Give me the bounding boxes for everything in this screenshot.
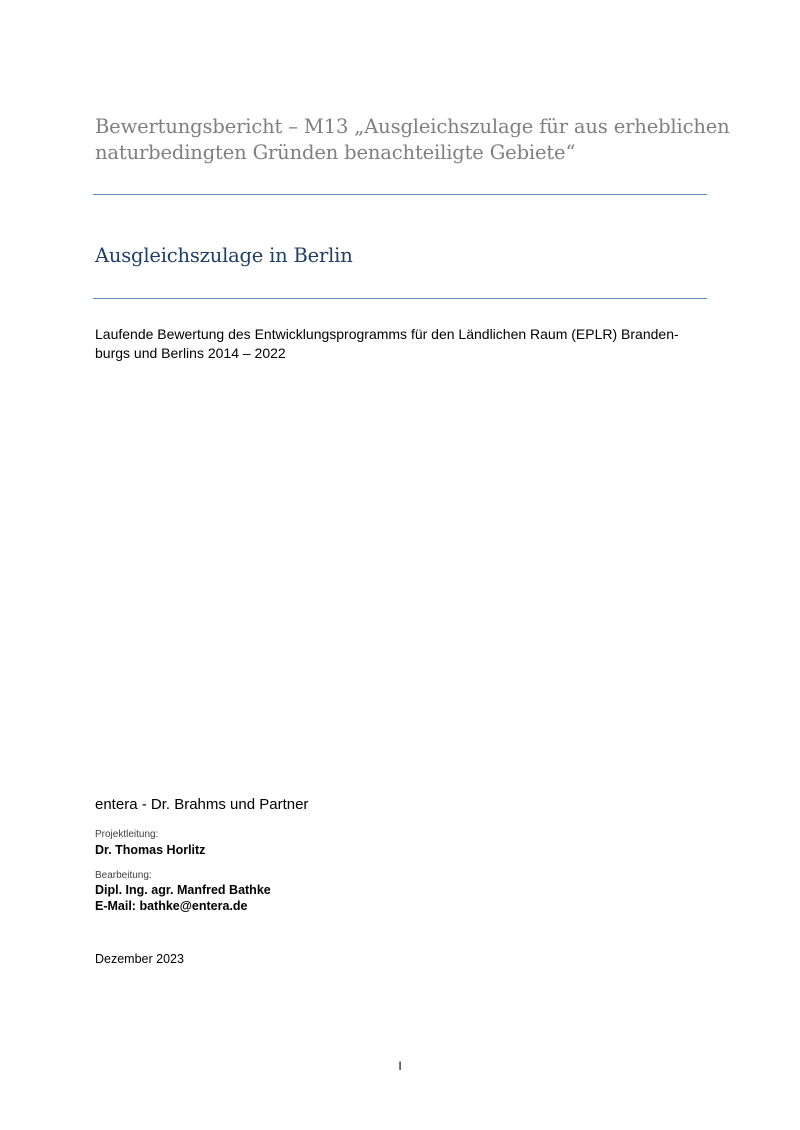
report-title-line-1: Bewertungsbericht – M13 „Ausgleichszulage für aus erheblichen bbox=[95, 115, 730, 138]
report-title-line-2: naturbedingten Gründen benachteiligte Gebiete“ bbox=[95, 141, 576, 164]
editor-email: E-Mail: bathke@entera.de bbox=[95, 899, 248, 913]
organization-name: entera - Dr. Brahms und Partner bbox=[95, 796, 309, 813]
page-number: I bbox=[398, 1059, 402, 1073]
editor-label: Bearbeitung: bbox=[95, 870, 152, 881]
report-subtitle: Ausgleichszulage in Berlin bbox=[95, 244, 353, 267]
report-date: Dezember 2023 bbox=[95, 952, 184, 966]
project-lead-name: Dr. Thomas Horlitz bbox=[95, 843, 206, 857]
editor-name: Dipl. Ing. agr. Manfred Bathke bbox=[95, 883, 271, 897]
project-lead-label: Projektleitung: bbox=[95, 829, 159, 840]
subtitle-divider bbox=[93, 298, 707, 299]
report-title bbox=[95, 114, 730, 166]
title-divider bbox=[93, 194, 707, 195]
report-description-line-2: burgs und Berlins 2014 – 2022 bbox=[95, 345, 286, 361]
report-description bbox=[95, 325, 715, 363]
report-description-line-1: Laufende Bewertung des Entwicklungsprogramms für den Ländlichen Raum (EPLR) Branden- bbox=[95, 326, 679, 342]
